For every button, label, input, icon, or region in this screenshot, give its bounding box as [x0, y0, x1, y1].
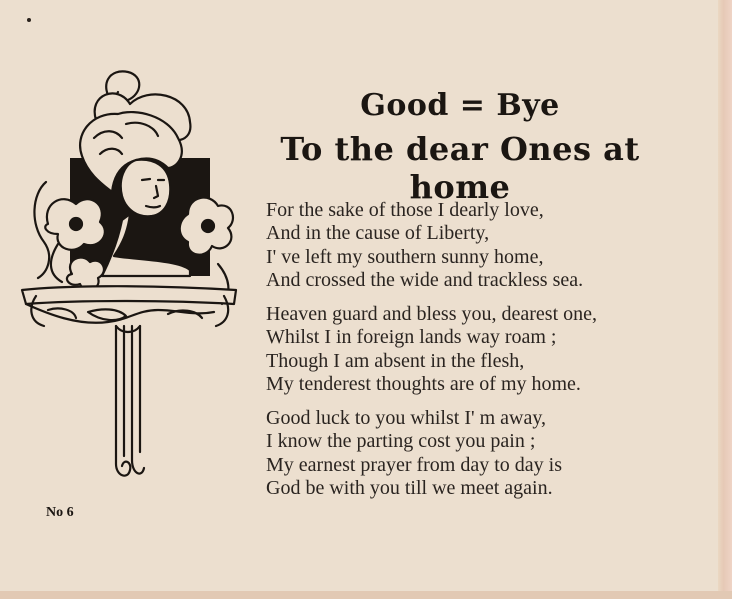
poem-line: My earnest prayer from day to day is [266, 453, 563, 476]
poem-line: My tenderest thoughts are of my home. [266, 372, 581, 395]
stanza-1 [266, 199, 706, 292]
card-bottom-edge [0, 591, 732, 599]
poem-line: Whilst I in foreign lands way roam ; [266, 326, 557, 349]
poem-line: And in the cause of Liberty, [266, 222, 490, 245]
poem-line: I' ve left my southern sunny home, [266, 245, 544, 268]
poem-line: And crossed the wide and trackless sea. [266, 268, 584, 291]
poem-line: I know the parting cost you pain ; [266, 430, 536, 453]
card-right-edge [718, 0, 732, 599]
poem-line: God be with you till we meet again. [266, 476, 553, 499]
stanza-2 [266, 303, 706, 396]
stanza-3 [266, 407, 706, 500]
title-line-1: Good = Bye [360, 88, 560, 123]
art-nouveau-lady-illustration [18, 64, 243, 504]
poem-line: Good luck to you whilst I' m away, [266, 407, 547, 429]
title-line-2: To the dear Ones at home [280, 130, 640, 206]
card-number: No 6 [46, 505, 74, 520]
ink-dot [27, 18, 31, 22]
poem-line: Though I am absent in the flesh, [266, 349, 525, 372]
poem-line: Heaven guard and bless you, dearest one, [266, 303, 597, 325]
poem-line: For the sake of those I dearly love, [266, 199, 544, 221]
